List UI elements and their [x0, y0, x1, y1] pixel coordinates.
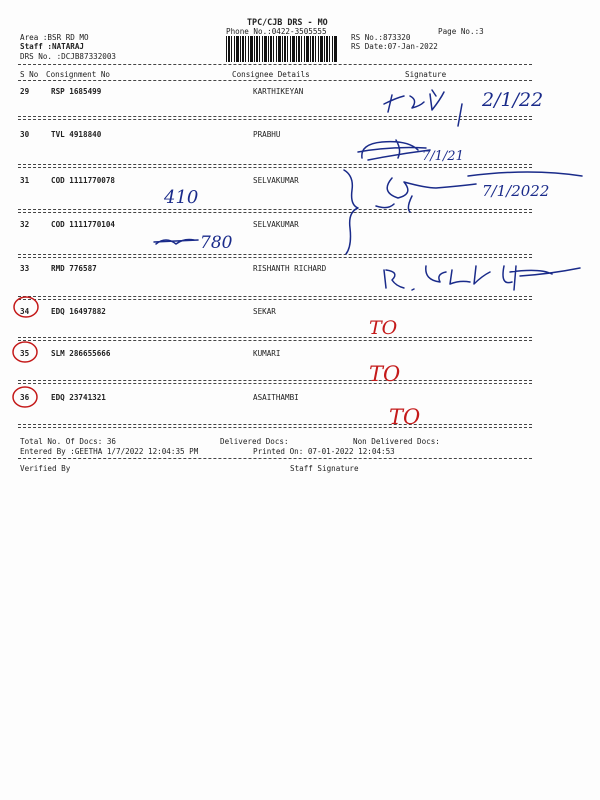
row36-mark: TO [389, 405, 421, 429]
signature-row-29 [384, 89, 543, 126]
column-header-signature: Signature [405, 70, 447, 79]
row-consignee: SEKAR [253, 307, 276, 316]
row-sno: 31 [20, 176, 30, 185]
verified-by: Verified By [20, 464, 71, 473]
row-consignment: RSP 1685499 [51, 87, 102, 96]
row-sno: 33 [20, 264, 30, 273]
page-number: Page No.:3 [438, 27, 484, 36]
signature-row-31 [376, 172, 582, 212]
delivered-docs: Delivered Docs: [220, 437, 289, 446]
row-consignment: COD 1111770104 [51, 220, 116, 229]
row-consignee: SELVAKUMAR [253, 220, 299, 229]
row30-date: 7/1/21 [422, 149, 464, 164]
signature-row-33 [384, 266, 580, 290]
column-header-consignee: Consignee Details [232, 70, 310, 79]
row-consignee: PRABHU [253, 130, 281, 139]
row-consignee: KUMARI [253, 349, 281, 358]
row-sno: 30 [20, 130, 30, 139]
staff-field: Staff :NATARAJ [20, 42, 85, 51]
row-sno: 36 [20, 393, 30, 402]
row-consignment: COD 1111770078 [51, 176, 116, 185]
row-consignee: KARTHIKEYAN [253, 87, 304, 96]
entered-by: Entered By :GEETHA 1/7/2022 12:04:35 PM [20, 447, 199, 456]
row-consignment: RMD 776587 [51, 264, 97, 273]
row-consignment: SLM 286655666 [51, 349, 111, 358]
row-sno: 35 [20, 349, 30, 358]
area-field: Area :BSR RD MO [20, 33, 89, 42]
row35-mark: TO [369, 362, 401, 386]
row31-amount: 410 [164, 187, 199, 208]
row32-amount: 780 [200, 233, 233, 253]
row-consignee: RISHANTH RICHARD [253, 264, 327, 273]
row-consignee: ASAITHAMBI [253, 393, 299, 402]
row32-amount-group [154, 233, 233, 253]
row34-mark: TO [369, 317, 398, 339]
circle-mark [13, 342, 37, 362]
drs-number: DRS No. :DCJB87332003 [20, 52, 117, 61]
circle-mark [14, 297, 38, 317]
signature-row-30 [358, 140, 464, 164]
circle-mark [13, 387, 37, 407]
row-sno: 29 [20, 87, 30, 96]
total-docs: Total No. Of Docs: 36 [20, 437, 117, 446]
row34-red-marks [14, 297, 398, 339]
document-title: TPC/CJB DRS - MO [247, 17, 328, 27]
column-header-consignment: Consignment No [46, 70, 111, 79]
column-header-sno: S No [20, 70, 39, 79]
printed-on: Printed On: 07-01-2022 12:04:53 [253, 447, 395, 456]
staff-signature-label: Staff Signature [290, 464, 359, 473]
brace-mark [344, 170, 358, 254]
row29-date: 2/1/22 [482, 89, 544, 111]
row-consignment: EDQ 16497882 [51, 307, 106, 316]
rs-number: RS No.:873320 [351, 33, 411, 42]
non-delivered-docs: Non Delivered Docs: [353, 437, 440, 446]
row31-date: 7/1/2022 [482, 182, 550, 200]
row-consignment: EDQ 23741321 [51, 393, 106, 402]
row-sno: 34 [20, 307, 30, 316]
row-consignee: SELVAKUMAR [253, 176, 299, 185]
row35-red-marks [13, 342, 400, 386]
row36-red-marks [13, 387, 420, 429]
phone-number: Phone No.:0422-3505555 [226, 27, 327, 36]
rs-date: RS Date:07-Jan-2022 [351, 42, 438, 51]
row-sno: 32 [20, 220, 30, 229]
row-consignment: TVL 4918840 [51, 130, 102, 139]
